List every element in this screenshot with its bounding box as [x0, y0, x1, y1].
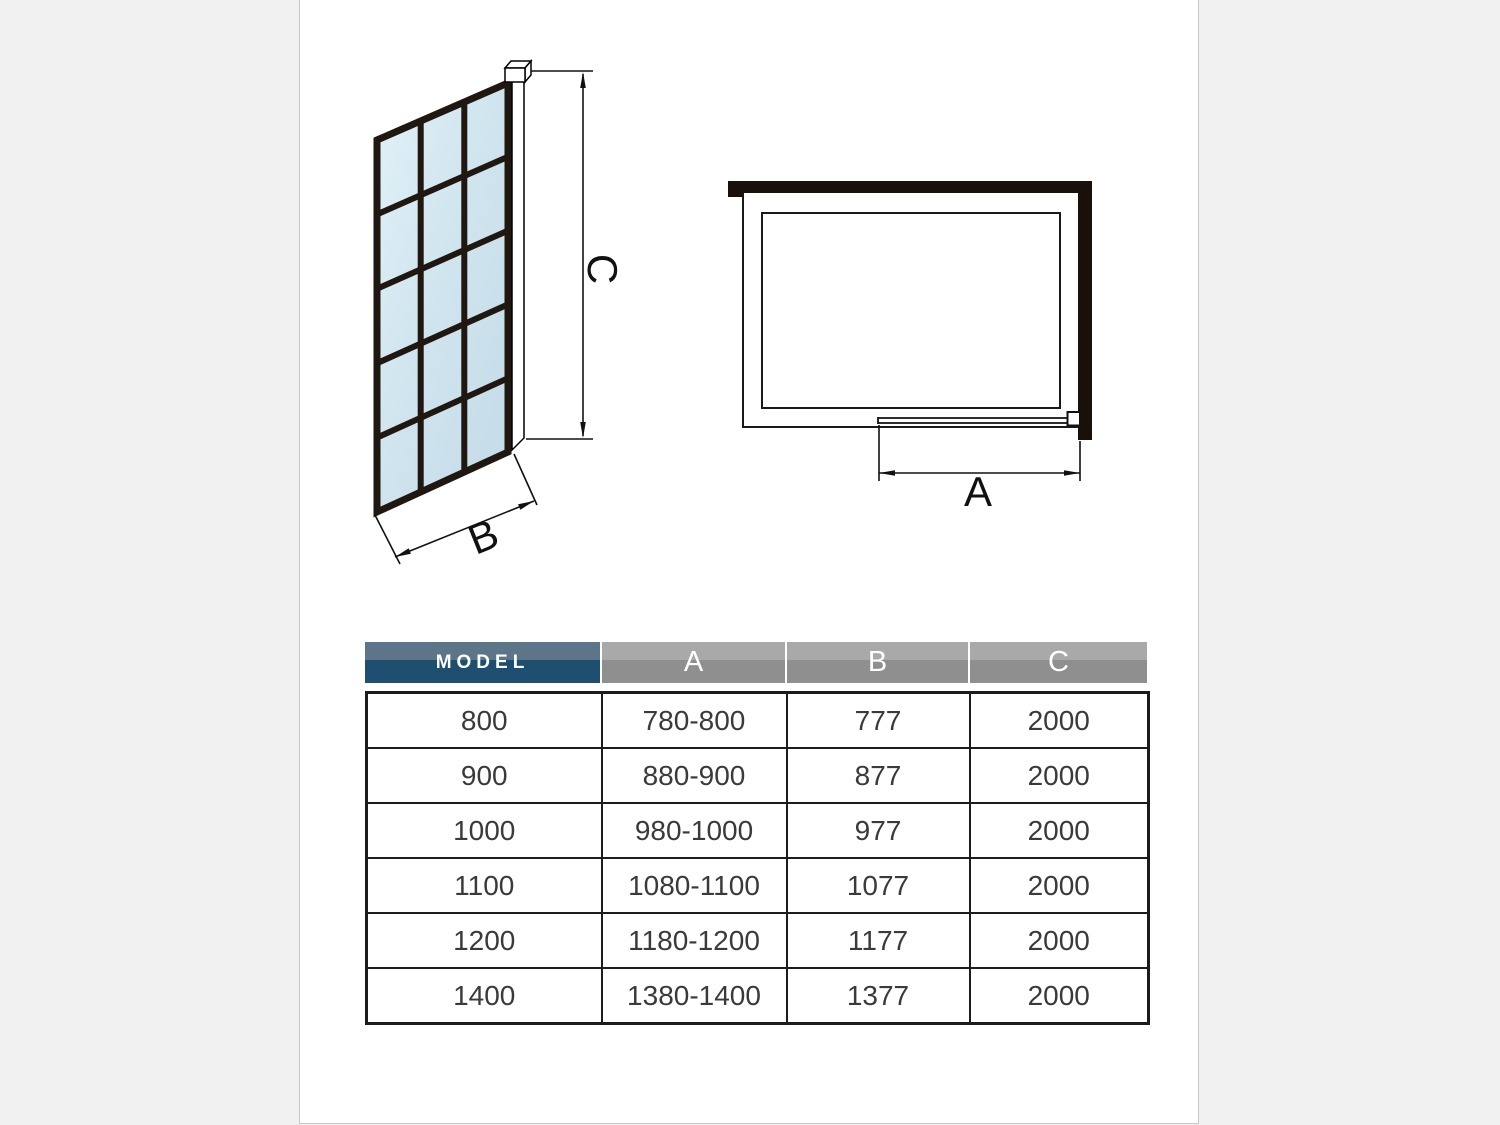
wall-bracket — [1068, 412, 1081, 426]
wall-top — [728, 181, 1092, 193]
cell-a: 1180-1200 — [602, 913, 787, 968]
cell-a: 980-1000 — [602, 803, 787, 858]
table-row — [367, 913, 1149, 968]
cell-model: 900 — [367, 748, 602, 803]
cell-b: 977 — [787, 803, 970, 858]
table-row — [367, 693, 1149, 749]
cell-b: 1377 — [787, 968, 970, 1024]
profile-cap-front-face — [505, 68, 525, 82]
column-header-model: MODEL — [365, 642, 600, 683]
document-page — [299, 0, 1199, 1124]
tray-inner-outline — [762, 213, 1060, 408]
table-row — [367, 748, 1149, 803]
column-header-a: A — [600, 642, 785, 683]
cell-c: 2000 — [970, 858, 1149, 913]
cell-b: 777 — [787, 693, 970, 749]
cell-a: 1080-1100 — [602, 858, 787, 913]
top-view-diagram — [700, 150, 1150, 520]
table-row — [367, 968, 1149, 1024]
spec-table-header — [365, 642, 1147, 683]
table-row — [367, 858, 1149, 913]
cell-c: 2000 — [970, 968, 1149, 1024]
column-header-c: C — [968, 642, 1147, 683]
front-view-diagram — [355, 55, 655, 585]
cell-b: 877 — [787, 748, 970, 803]
glass-panel — [377, 83, 508, 512]
dimension-label-b: B — [461, 509, 505, 564]
cell-a: 1380-1400 — [602, 968, 787, 1024]
cell-c: 2000 — [970, 803, 1149, 858]
spec-table — [365, 642, 1147, 1025]
cell-model: 1100 — [367, 858, 602, 913]
cell-c: 2000 — [970, 913, 1149, 968]
dimension-label-a: A — [963, 468, 993, 515]
cell-b: 1177 — [787, 913, 970, 968]
cell-c: 2000 — [970, 693, 1149, 749]
cell-model: 800 — [367, 693, 602, 749]
spec-table-body — [365, 691, 1150, 1025]
cell-b: 1077 — [787, 858, 970, 913]
cell-c: 2000 — [970, 748, 1149, 803]
column-header-b: B — [785, 642, 968, 683]
cell-model: 1200 — [367, 913, 602, 968]
dimension-label-c: C — [579, 253, 626, 285]
cell-a: 780-800 — [602, 693, 787, 749]
cell-model: 1400 — [367, 968, 602, 1024]
cell-model: 1000 — [367, 803, 602, 858]
glass-frame — [377, 83, 508, 512]
wall-right — [1078, 181, 1092, 440]
table-row — [367, 803, 1149, 858]
cell-a: 880-900 — [602, 748, 787, 803]
